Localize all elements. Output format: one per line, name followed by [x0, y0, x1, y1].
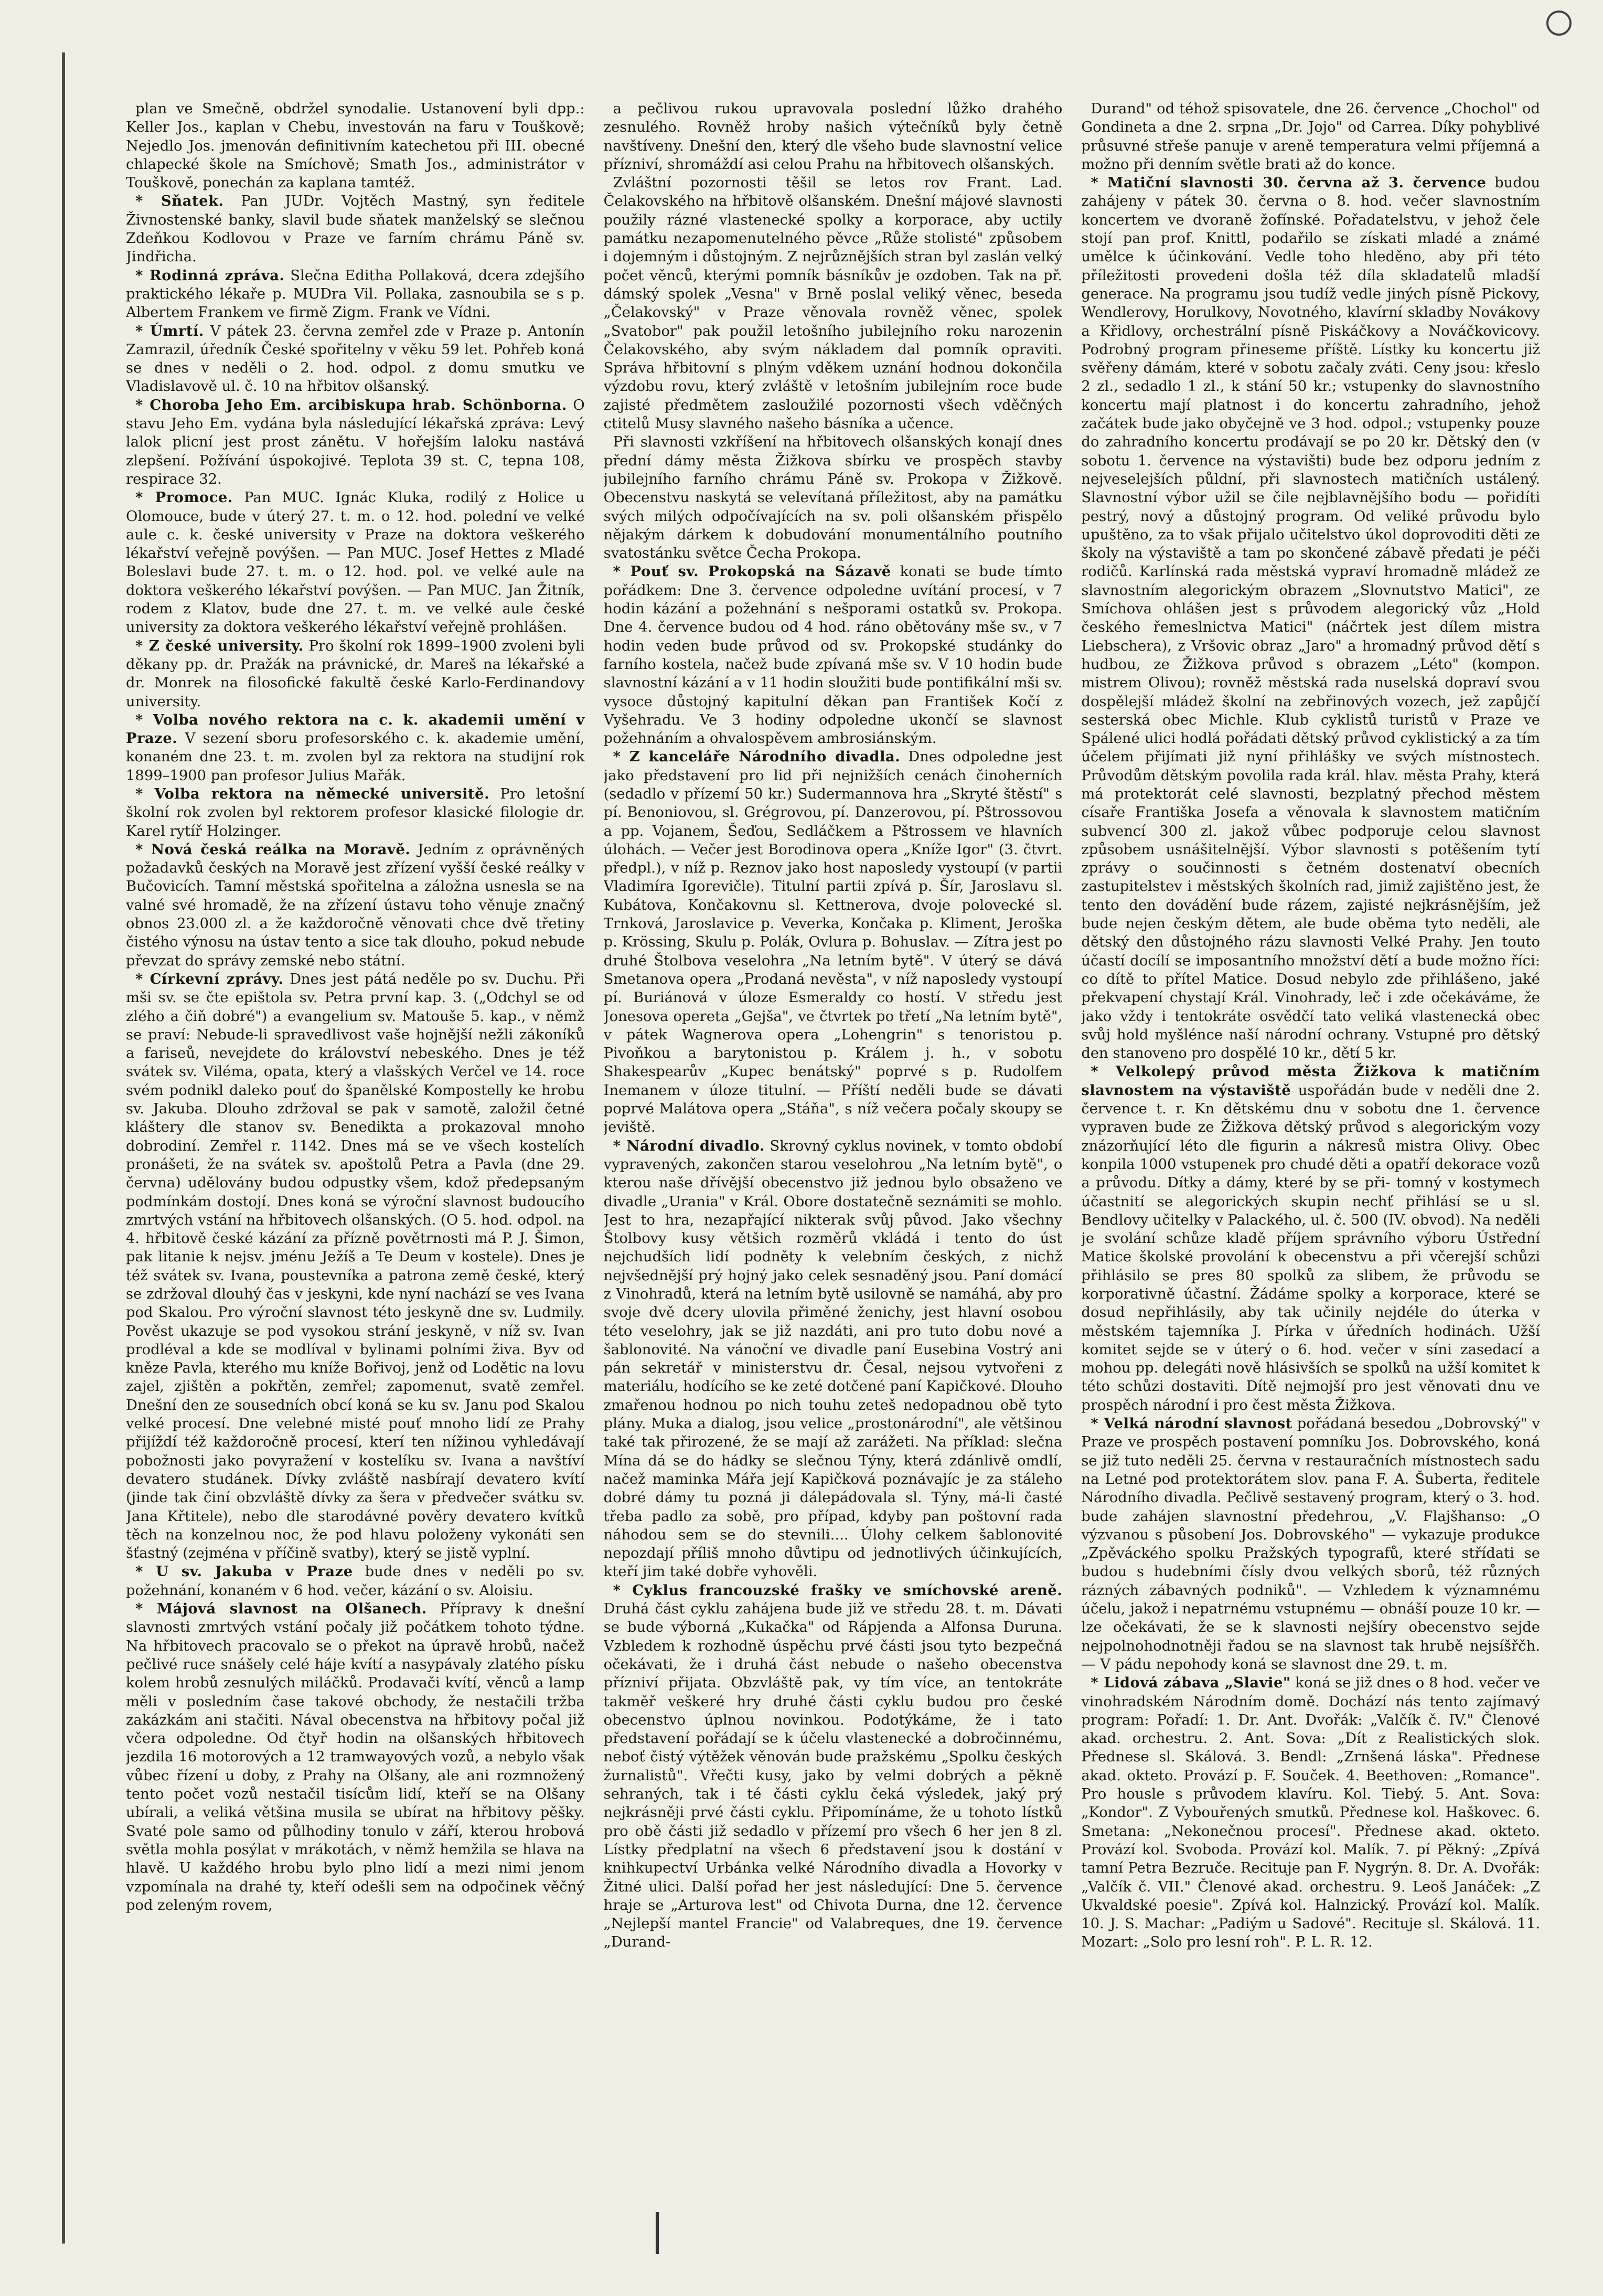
- article-paragraph: [1081, 100, 1540, 174]
- article-headline: * Pouť sv. Prokopská na Sázavě: [613, 563, 891, 580]
- article-headline: * Promoce.: [135, 489, 233, 506]
- article-paragraph: [126, 711, 585, 785]
- article-paragraph: [126, 1600, 585, 1915]
- article-paragraph: [604, 433, 1063, 562]
- article-text: Pan JUDr. Vojtěch Mastný, syn ředitele Živnostenské banky, slavil bude sňatek manželský se slečnou Zdeňkou Kodlovou v Praze ve farním chrámu Páně sv. Jindřicha.: [126, 193, 585, 265]
- column-middle-body: [604, 100, 1063, 1952]
- article-paragraph: [604, 1137, 1063, 1581]
- article-paragraph: [126, 785, 585, 841]
- article-headline: * Národní divadlo.: [613, 1137, 765, 1154]
- article-text: Dnes odpoledne jest jako představení pro lid při nejnižších cenách činoherních (sedadlo v přízemí 50 kr.) Sudermannova hra „Skryté štěstí" s pí. Benoniovou, sl. Grégrovou, pí. Danzerovou, pí. Pštrossovou a pp. Vojanem, Šeďou, Sedláčkem a Pštrossem ve hlavních úlohách. — Večer jest Borodinova opera „Kníže Igor" (3. čtvrt. předpl.), v níž p. Reznov jako host naposledy vystoupí (v partii Vladimíra Igorevičle). Titulní partii zpívá p. Šír, Jaroslavu sl. Kubátova, Končakovnu sl. Kettnerova, dvoje polovecké sl. Trnková, Jaroslavice p. Veverka, Končaka p. Kliment, Jeroška p. Krössing, Skulu p. Polák, Ovlura p. Bohuslav. — Zítra jest po druhé Štolbova veselohra „Na letním bytě". V úterý se dává Smetanova opera „Prodaná nevěsta", v níž naposledy vystoupí pí. Buriánová v úloze Esmeraldy co hostí. V středu jest Jonesova opereta „Gejša", ve čtvrtek po třetí „Na letním bytě", v pátek Wagnerova opera „Lohengrin" s tenoristou p. Pivoňkou a barytonistou p. Králem j. h., v sobotu Shakespearův „Kupec benátský" poprvé s p. Rudolfem Inemanem v úloze titulní. — Příští neděli bude se dávati poprvé Malátova opera „Stáňa", s níž večera počaly skoupy se jeviště.: [603, 749, 1063, 1136]
- article-headline: * Rodinná zpráva.: [135, 267, 285, 284]
- article-paragraph: [126, 970, 585, 1563]
- article-text: budou zahájeny v pátek 30. června o 8. hod. večer slavnostním koncertem ve dvoraně žofínské. Pořadatelstvu, v jehož čele stojí pan prof. Knittl, podařilo se získati mladé a známé umělce k účinkování. Vedle toho hleděno, aby při této příležitosti provedeni došla též díla skladatelů mladší generace. Na programu jsou tudíž vedle jiných písně Pickovy, Wendlerovy, Horulkovy, Novotného, klavírní skladby Novákovy a Křidlovy, orchestrální písně Piskáčkovy a Nováčkovicovy. Podrobný program přineseme příště. Lístky ku koncertu již svěřeny dámám, které v sobotu začaly zváti. Ceny jsou: křeslo 2 zl., sedadlo 1 zl., k stání 50 kr.; vstupenky do slavnostního koncertu mají platnost i do koncertu zahradního, jehož začátek bude jako obyčejně ve 3 hod. odpol.; vstupenky pouze do zahradního koncertu prodávají se po 20 kr. Dětský den (v sobotu 1. července na výstavišti) bude bez odporu jedním z nejveselejších půldní, při slavnostech matičních ustálený. Slavnostní výbor užil se čile nejblavnějšího bodu — pořidíti pestrý, nový a důstojný program. Od veliké průvodu bylo upuštěno, za to však přijalo učitelstvo úkol doprovoditi děti ze školy na výstaviště a tam po skončené zábavě předati je péči rodičů. Karlínská rada městská vypraví hromadně mládež ze slavnostním alegorickým obrazem „Slovnutstvo Matici", ze Smíchova ohlášen jest s průvodem alegorický vůz „Hold českého řemeslnictva Matici" (náčrtek jest dílem mistra Liebschera), z Vršovic obraz „Jaro" a hromadný průvod dětí s hudbou, ze Žižkova průvod s obrazem „Léto" (kompon. mistrem Olivou); rovněž městská rada nuselská dopraví svou dospělejší mládež školní na zebřinových vozech, jež zapůjčí sesterská obec Michle. Klub cyklistů turistů v Praze ve Spálené ulici hodlá pořádati dětský průvod cyklistický a za tím účelem přijímati již nyní přihlášky ve svých místnostech. Průvodům dětským povolila rada král. hlav. města Prahy, která má protektorát celé slavnosti, bezplatný přechod městem císaře Františka Josefa a věnovala k slavnostem matičním subvencí 300 zl. jakož vůbec podporuje celou slavnost způsobem usnášitelnější. Výbor slavnosti s potěšením tytí zprávy o součinnosti s četném dostenatví obecních zastupitelstev i městských školních rad, jimiž zajištěno jest, že tento den dovádění bude rázem, zajisté nejkrásnějším, jež bude nejen českým dětem, ale bude oběma tyto neděli, ale dětský den důstojného rázu slavnosti Velké Prahy. Jen touto účastí docílí se imposantního množství dětí a bude možno říci: co dítě to přítel Matice. Dosud nebylo zde přihlášeno, jaké překvapení chystají Král. Vinohrady, leč i zde očekáváme, že jako vždy i tentokráte osvědčí tato veliká vlastenecká obec svůj hold myšlénce naší národní ochrany. Vstupné pro dětský den stanoveno pro dospělé 10 kr., dětí 5 kr.: [1081, 175, 1540, 1062]
- article-paragraph: [604, 1581, 1063, 1952]
- article-text: Přípravy k dnešní slavnosti zmrtvých vstání počaly již počátkem tohoto týdne. Na hřbitovech pracovalo se o překot na úpravě hrobů, načež pečlivé ruce snášely celé háje kvítí a nasypávaly zlatého písku kolem hrobů zesnulých miláčků. Prodavači kvítí, věnců a lamp měli v posledním čase takové obchody, že nestačili tržba zakázkám ani stačiti. Nával obecenstva na hřbitovy počal již včera odpoledne. Od čtyř hodin na olšanských hřbitovech jezdila 16 motorových a 12 tramwayových vozů, a nebylo však vůbec řízení u doby, z Prahy na Olšany, ale ani rozmnožený tento počet vozů nestačil tisícům lidí, kteří se na Olšany ubírali, a veliká většina musila se ubírat na hřbitovy pěšky. Svaté pole samo od půlhodiny tonulo v září, kterou hrobová světla mohla posýlat v mrákotách, v němž hemžila se hlava na hlavě. U každého hrobu bylo plno lidí a mezi nimi jenom vzpomínala na drahé ty, kteří odešli sem na odpočinek věčný pod zeleným rovem,: [126, 1601, 585, 1914]
- article-headline: * Církevní zprávy.: [135, 970, 284, 987]
- article-headline: * Velká národní slavnost: [1091, 1415, 1292, 1432]
- article-text: Pro letošní školní rok zvolen byl rektorem profesor klasické filologie dr. Karel rytíř Holzinger.: [126, 785, 585, 839]
- article-headline: * Úmrtí.: [135, 322, 204, 339]
- article-headline: * Velkolepý průvod města Žižkova k matičním slavnostem na výstaviště: [1081, 1063, 1540, 1099]
- article-text: Pan MUC. Ignác Kluka, rodilý z Holice u Olomouce, bude v úterý 27. t. m. o 12. hod. polední ve velké aule c. k. české university v Praze na doktora veškerého lékařství veřejně povýšen. — Pan MUC. Josef Hettes z Mladé Boleslavi bude 27. t. m. o 12. hod. pol. ve velké aule na doktora veškerého lékařství povýšen. — Pan MUC. Jan Žitník, rodem z Klatov, bude dne 27. t. m. ve velké aule české university za doktora veškerého lékařství veřejně prohlášen.: [126, 490, 585, 636]
- article-paragraph: [126, 192, 585, 266]
- column-right: [1081, 100, 1540, 2225]
- article-text: Slečna Editha Pollaková, dcera zdejšího praktického lékaře p. MUDra Vil. Pollaka, zasnoubila se s p. Albertem Frankem ve firmě Zigm. Frank ve Vídni.: [126, 267, 585, 321]
- article-headline: * Nová česká reálka na Moravě.: [135, 841, 411, 858]
- column-left-body: [126, 100, 585, 1915]
- article-text: Durand" od téhož spisovatele, dne 26. července „Chochol" od Gondineta a dne 2. srpna „Dr. Jojo" od Carrea. Díky pohyblivé průsuvné střeše panuje v areně temperatura velmi příjemná a možno při denním světle brati až do konce.: [1081, 101, 1540, 173]
- article-columns: [126, 100, 1540, 2225]
- article-text: konati se bude tímto pořádkem: Dne 3. července odpoledne uvítání procesí, v 7 hodin kázání a požehnání s nešporami ostatků sv. Prokopa. Dne 4. července budou od 4 hod. ráno obětovány mše sv., v 7 hodin veden bude průvod od sv. Prokopské studánky do farního kostela, načež bude zpívaná mše sv. V 10 hodin bude slavnostní kázání a v 11 hodin sloužiti bude pontifikální mši sv. vysoce důstojný kapitulní děkan pan František Kočí z Vyšehradu. Ve 3 hodiny odpoledne ukončí se slavnost požehnáním a ohvalospěvem ambrosiánským.: [603, 564, 1063, 747]
- article-headline: * Z kanceláře Národního divadla.: [613, 748, 901, 766]
- article-text: Zvláštní pozornosti těšil se letos rov Frant. Lad. Čelakovského na hřbitově olšanském. Dnešní májové slavnosti použily rázné vlastenecké spolky a korporace, aby uctily památku nezapomenutelného pěvce „Růže stolisté" způsobem i dojemným i důstojným. Z nejrůznějších stran byl zaslán velký počet věnců, kterými pomník básníkův je ozdoben. Tak na př. dámský spolek „Vesna" v Brně poslal veliký věnec, beseda „Čelakovský" v Praze věnovala rovněž věnec, spolek „Svatobor" pak použil letošního jubilejního roku narozenin Čelakovského, aby svým nákladem dal pomník opraviti. Správa hřbitovní s plným vděkem uznání hodnou dokončila výzdobu rovu, který zvláště v letošním jubilejním roce bude zajisté předmětem zasloužilé pozornosti všech vděčných ctitelů Musy slavného našeho básníka a učence.: [603, 175, 1063, 432]
- bottom-mark: [656, 2212, 659, 2254]
- article-headline: * Cyklus francouzské frašky ve smíchovské areně.: [613, 1581, 1063, 1599]
- column-middle: [604, 100, 1063, 2225]
- corner-mark: [1546, 10, 1572, 36]
- article-paragraph: [1081, 1415, 1540, 1674]
- article-paragraph: [126, 396, 585, 488]
- article-headline: * Lidová zábava „Slavie": [1091, 1674, 1291, 1692]
- article-headline: * Z české university.: [135, 637, 304, 654]
- article-text: V pátek 23. června zemřel zde v Praze p. Antonín Zamrazil, úředník České spořitelny v věku 59 let. Pohřeb koná se dnes v neděli o 2. hod. odpol. z domu smutku ve Vladislavově ul. č. 10 na hřbitov olšanský.: [126, 323, 585, 395]
- article-text: a pečlivou rukou upravovala poslední lůžko drahého zesnulého. Rovněž hroby našich výtečníků byly četně navštíveny. Dnešní den, který dle všeho bude slavnostní velice přízniví, shromáždí asi celou Prahu na hřbitovech olšanských.: [603, 101, 1063, 173]
- article-paragraph: [126, 841, 585, 970]
- column-left: [126, 100, 585, 2225]
- article-text: Druhá část cyklu zahájena bude již ve středu 28. t. m. Dávati se bude výborná „Kukačka" od Rápjenda a Alfonsa Duruna. Vzbledem k rozhodně úspěchu prvé části jsou tyto bezpečná očekávati, že i druhá část nebude o našeho obecenstva přízniví přijata. Obzvláště pak, vy tím více, an tentokráte takměř veškeré hry druhé části cyklu budou pro české obecenstvo úplnou novinkou. Podotýkáme, že i tato představení pořádají se k účelu vlastenecké a dobročinnému, neboť čistý výtěžek věnován bude pražskému „Spolku českých žurnalistů". Vřečti kusy, jako by velmi dobrých a pěkně sehraných, tak i té části cyklu čeká výsledek, jaký prý nejkrásněji prvé části cyklu. Připomínáme, že u tohoto lístků pro obě části již sedadlo v přízemí pro všech 6 her jen 8 zl. Lístky předplatní na všech 6 představení jsou k dostání v knihkupectví Urbánka velké Národního divadla a Hovorky v Žitné ulici. Další pořad her jest následující: Dne 5. července hraje se „Arturova lest" od Chivota Durna, dne 12. července „Nejlepší mantel Francie" od Valabreques, dne 19. července „Durand-: [603, 1601, 1063, 1951]
- article-paragraph: [126, 267, 585, 322]
- article-paragraph: [604, 748, 1063, 1136]
- article-text: plan ve Smečně, obdržel synodalie. Ustanovení byli dpp.: Keller Jos., kaplan v Chebu, investován na faru v Touškově; Nejedlo Jos. jmenován definitivním katechetou při III. obecné chlapecké škole na Smíchově; Smath Jos., administrátor v Touškově, ponechán za kaplana tamtéž.: [126, 101, 585, 192]
- article-paragraph: [126, 1562, 585, 1600]
- article-headline: * Sňatek.: [135, 193, 224, 210]
- article-headline: * Volba nového rektora na c. k. akademii umění v Praze.: [126, 711, 585, 747]
- column-right-body: [1081, 100, 1540, 1952]
- article-text: bude dnes v neděli po sv. požehnání, konaném v 6 hod. večer, kázání o sv. Aloisiu.: [126, 1564, 585, 1599]
- article-paragraph: [604, 174, 1063, 433]
- article-text: Při slavnosti vzkříšení na hřbitovech olšanských konají dnes přední dámy města Žižkova sbírku ve prospěch stavby jubilejního farního chrámu Páně sv. Prokopa v Žižkově. Obecenstvu naskytá se velevítaná příležitost, aby na památku svých milých odpočívajících na sv. poli olšanském přispělo nějakým dárkem k dobudování monumentálního poutního svatostánku světce Čecha Prokopa.: [603, 434, 1063, 562]
- article-text: V sezení sboru profesorského c. k. akademie umění, konaném dne 23. t. m. zvolen byl za rektora na studijní rok 1899–1900 pan profesor Julius Mařák.: [126, 730, 585, 784]
- article-headline: * Májová slavnost na Olšanech.: [135, 1600, 427, 1618]
- article-text: Pro školní rok 1899–1900 zvoleni byli děkany pp. dr. Pražák na právnické, dr. Mareš na lékařské a dr. Monrek na filosofické fakultě české Karlo-Ferdinandovy university.: [126, 637, 585, 710]
- article-headline: * U sv. Jakuba v Praze: [135, 1563, 353, 1580]
- article-paragraph: [126, 100, 585, 192]
- article-paragraph: [604, 562, 1063, 748]
- article-paragraph: [604, 100, 1063, 174]
- article-headline: * Volba rektora na německé universitě.: [135, 785, 490, 802]
- article-text: Jedním z oprávněných požadavků českých na Moravě jest zřízení vyšší české reálky v Bučovicích. Tamní městská spořitelna a záložna usnesla se na valné své hromadě, že na zřízení ústavu toho věnuje značný obnos 23.000 zl. a že každoročně věnovati chce dvě třetiny čistého výnosu na ústav tento a sice tak dlouho, pokud nebude převzat do správy zemské nebo státní.: [126, 841, 585, 969]
- article-paragraph: [1081, 1674, 1540, 1951]
- binding-edge: [62, 52, 65, 2244]
- article-text: koná se již dnes o 8 hod. večer ve vinohradském Národním domě. Dochází nás tento zajímavý program: Pořadí: 1. Dr. Ant. Dvořák: „Valčík č. IV." Členové akad. orchestru. 2. Ant. Sova: „Dít z Realistických slok. Přednese sl. Skálová. 3. Bendl: „Zrnšená láska". Přednese akad. okteto. Provází p. F. Souček. 4. Beethoven: „Romance". Pro housle s průvodem klavíru. Kol. Tiebý. 5. Ant. Sova: „Kondor". Z Vybouřených smutků. Přednese kol. Haškovec. 6. Smetana: „Nekonečnou procesí". Přednese akad. okteto. Provází kol. Svoboda. Provází kol. Malík. 7. pí Pěkný: „Zpívá tamní Petra Bezruče. Recituje pan F. Nygrýn. 8. Dr. A. Dvořák: „Valčík č. VII." Členové akad. orchestru. 9. Leoš Janáček: „Z Ukvaldské poesie". Zpívá kol. Halnzický. Provází kol. Malík. 10. J. S. Machar: „Padiým u Sadové". Recituje sl. Skálová. 11. Mozart: „Solo pro lesní roh". P. L. R. 12.: [1081, 1675, 1540, 1951]
- article-text: Skrovný cyklus novinek, v tomto období vypravených, zakončen starou veselohrou „Na letním bytě", o kterou naše dřívější obecenstvo již jednou bylo obsaženo ve divadle „Urania" v Král. Obore dostatečně seznámiti se mohlo. Jest to hra, nezapřající nikterak svůj původ. Jako všechny Štolbovy kusy většich rozměrů vkládá i tento do úst nejchudších lidí podněty k velebním českých, z nichž nejvšednější prý hojný jako celek sesnaděný jsou. Paní domácí z Vinohradů, která na letním bytě usilovně se namáhá, aby pro svoje dvě dcery ulovila přiměné ženichy, jest hlavní osobou této veselohry, jak se již nazdáti, ani pro tuto dobu nové a šablonovité. Na vánoční ve divadle paní Eusebina Vostrý ani pán sekretář v ministerstvu dr. Česal, nejsou vytvořeni z materiálu, hodícího se ke zeté dotčené paní Kapičkové. Dlouho zmařenou hodnou po nich touhu zeteš nedopadnou obě tyto plány. Muka a dialog, jsou velice „prostonárodní", ale většinou také tak přirozené, že se mají až zarážeti. Na příklad: slečna Mína dá se do hádky se slečnou Týny, která zdánlivě omdlí, načež maminka Mářa její Kapičková poznávajíc je za stáleho dobré dámy tu pozná ji dálepádovala sl. Týny, má-li časté třeba padlo za sobě, pro případ, kdyby pan poštovní rada náhodou sem se do stevnili.... Úlohy celkem šablonovité nepozdají příliš mnoho důvtipu od jednotlivých účinkujících, kteří jim také dobře vyhověli.: [603, 1138, 1063, 1580]
- article-text: Dnes jest pátá neděle po sv. Duchu. Při mši sv. se čte epištola sv. Petra první kap. 3. („Odchyl se od zlého a čiň dobré") a evangelium sv. Matouše 5. kap., v němž se praví: Nebude-li spravedlivost vaše hojnější nežli zákoníků a fariseů, nevejdete do království nebeského. Dnes je též svátek sv. Viléma, opata, který a vlašských Verčel ve 14. roce svém podnikl daleko pouť do španělské Kompostelly ke hrobu sv. Jakuba. Dlouho zdržoval se pak v samotě, založil četné kláštery dle stanov sv. Benedikta a prokazoval mnoho dobrodiní. Zemřel r. 1142. Dnes má se ve všech kostelích pronášeti, že na svátek sv. apoštolů Petra a Pavla (dne 29. června) udělovány budou odpustky všem, kdož předepsaným podmínkám dostojí. Dnes koná se výroční slavnost budoucího zmrtvých vstání na hřbitovech olšanských. (O 5. hod. odpol. na 4. hřbitově české kázání za přízně povětrnosti má P. J. Šimon, pak litanie k nejsv. jménu Ježíš a Te Deum v kostele). Dnes je též svátek sv. Ivana, poustevníka a patrona země české, který se zdržoval dlouhý čas v jeskyni, kde nyní nachází se ves Ivana pod Skalou. Pro výroční slavnost této jeskyně dne sv. Ludmily. Pověst ukazuje se pod vysokou strání jeskyně, v níž sv. Ivan prodléval a kde se modlíval v bylinami polními živa. Byv od kněze Pavla, kterého mu kníže Bořivoj, jenž od Lodětic na lovu zajel, zjištěn a pokřtěn, zemřel; zapomenut, svatě zemřel. Dnešní den ze sousedních obcí koná se ku sv. Janu pod Skalou velké procesí. Dne velebné misté pouť mnoho lidí ze Prahy přijíždí též každoročně procesí, kterí ten nížinou vyhledávají pobožnosti jako povyražení v kostelíku sv. Ivana a navštíví devatero studánek. Dívky zvláště nasbírají devatero kvítí (jinde tak činí obzvláště dívky za šera v předvečer svátku sv. Jana Křtitele), nebo dle starodávné pověry devatero kvítků těch na konzelnou noc, že pod hlavu položeny vykonáti sen šťastný (zejména v příčině svatby), který se jistě vyplní.: [126, 971, 585, 1562]
- article-paragraph: [1081, 1062, 1540, 1415]
- article-paragraph: [126, 488, 585, 636]
- article-text: uspořádán bude v neděli dne 2. července t. r. Kn dětskému dnu v sobotu dne 1. července vypraven bude ze Žižkova dětský průvod s alegorickým vozy znázorňující léto dle figurin a nákresů mistra Olivy. Obec konpila 1000 vstupenek pro chudé děti a opatří dekorace vozů a průvodu. Dítky a dámy, které by se při- tomný v kostymech účastnití se alegorických skupin nechť přihlásí se u sl. Bendlovy učitelky v Palackého, ul. č. 500 (IV. obvod). Na neděli je svolání schůze kladě příjem správního výboru Ústřední Matice školské provolání k obecenstvu a při včerejší schůzi přihlásilo se pres 80 spolků za slibem, že průvodu se korporativně účastní. Žádáme spolky a korporace, které se dosud nepřihlásily, aby tak učinily nejdéle do úterka v městském tajemníka J. Pírka v úředních hodinách. Užší komitet sejde se v úterý o 6. hod. večer v síni zasedací a mohou pp. delegáti nově hlásivších se spolků na užší komitet k této schůzi dostaviti. Dítě nejmojší pro jest věnovati dnu ve prospěch národní i pro čest města Žižkova.: [1081, 1082, 1540, 1413]
- article-headline: * Choroba Jeho Em. arcibiskupa hrab. Schönborna.: [135, 396, 567, 413]
- article-text: O stavu Jeho Em. vydána byla následující lékařská zpráva: Levý lalok plicní jest prost zánětu. V hořejším laloku nastává zlepšení. Požívání úspokojivé. Teplota 39 st. C, tepna 108, respirace 32.: [126, 397, 585, 487]
- article-paragraph: [126, 637, 585, 711]
- article-headline: * Matiční slavnosti 30. června až 3. července: [1091, 174, 1487, 192]
- article-paragraph: [126, 322, 585, 396]
- article-paragraph: [1081, 174, 1540, 1062]
- article-text: pořádaná besedou „Dobrovský" v Praze ve prospěch postavení pomníku Jos. Dobrovského, koná se již tuto neděli 25. června v restauračních místnostech sadu na Letné pod protektorátem slov. pana F. A. Šuberta, ředitele Národního divadla. Pečlivě sestavený program, který o 3. hod. bude zahájen slavnostní předehrou, „V. Flajšhanso: „O výzvanou s působení Jos. Dobrovského" — vykazuje produkce „Zpěváckého spolku Pražských typografů, které střídati se budou s hudebními čísly dvou velkých sborů, též různých rázných zábavných podniků". — Vzhledem k významnému účelu, jakož i nepatrnému vstupnému — obnáší pouze 10 kr. — lze očekávati, že se k slavnosti nejšíry obecenstvo sejde nejpolnohodnotněji řadou se na slavnost tak hrubě nejsíšřčh. — V pádu nepohody koná se slavnost dne 29. t. m.: [1081, 1416, 1540, 1673]
